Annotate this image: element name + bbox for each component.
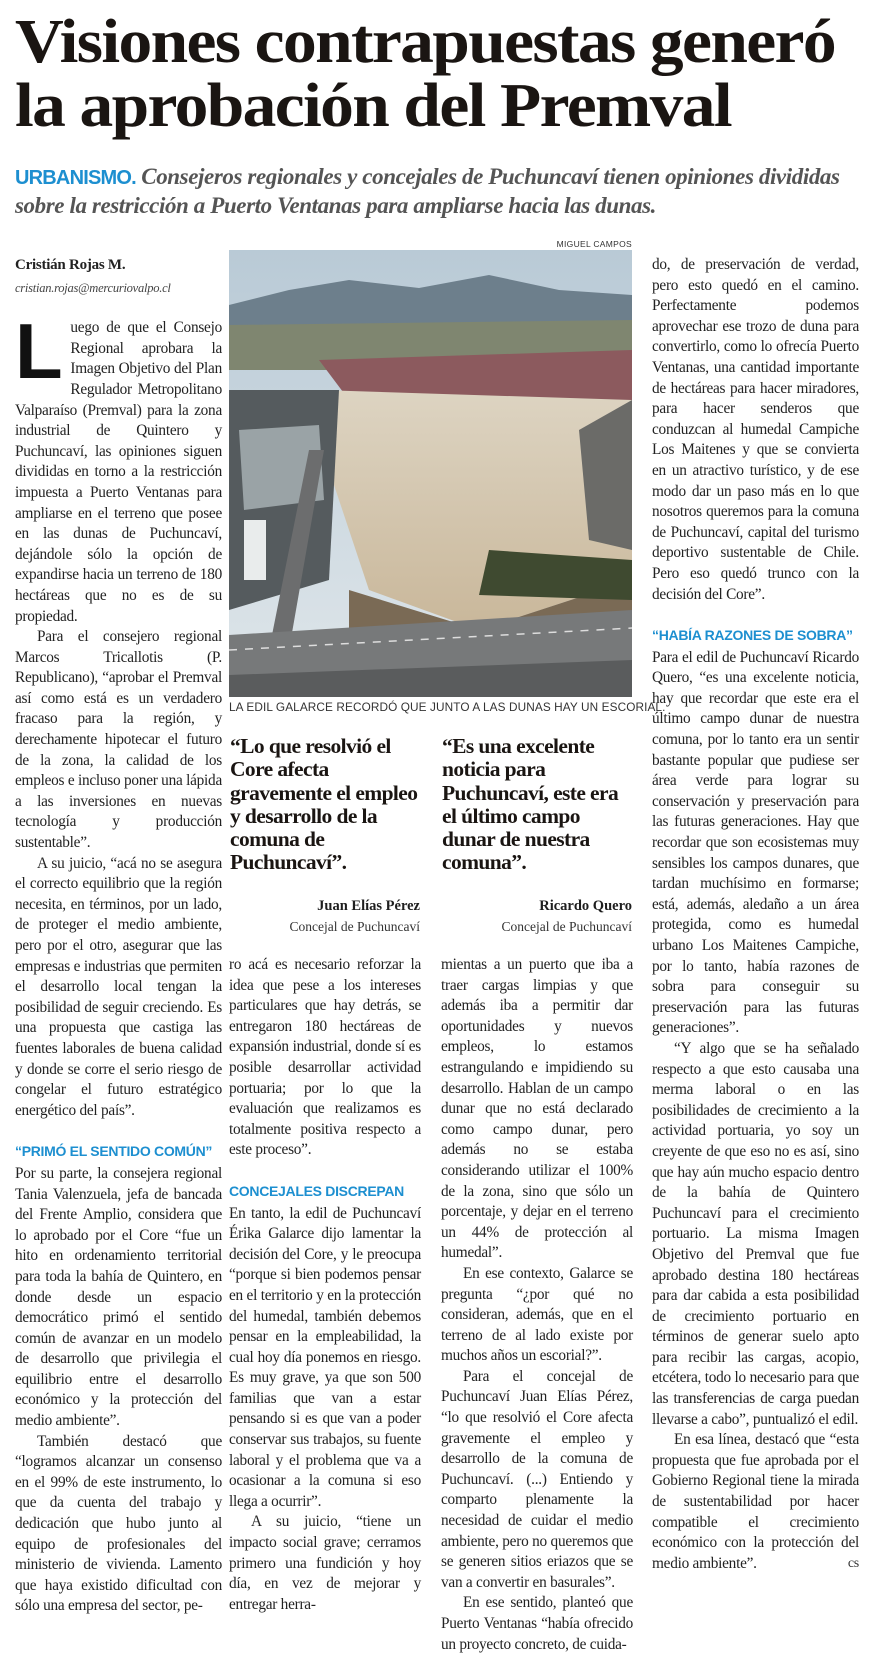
paragraph: En ese contexto, Galarce se pregunta “¿por qué no consideran, además, que en el terreno de al lado existe por muchos años un escorial?”. — [441, 1264, 633, 1365]
deck-text: Consejeros regionales y concejales de Puchuncaví tienen opiniones divididas sobre la restricción a Puerto Ventanas para ampliarse hacia las dunas. — [15, 164, 840, 218]
paragraph: Para el consejero regional Marcos Tricallotis (P. Republicano), “aprobar el Premval así como está es un verdadero fracaso para la región, y derechamente hipotecar el futuro de la zona, la calidad de los empleos e incluso poner una lápida a las inversiones en nuevas tecnología y producción sustentable”. — [15, 628, 222, 852]
paragraph: ro acá es necesario reforzar la idea que pese a los intereses particulares que hay detrás, se entregaron 180 hectáreas de expansión industrial, donde sí es posible desarrollar actividad portuaria; por lo que la evaluación que realizamos es totalmente positiva respecto a este proceso”. — [229, 956, 421, 1159]
article-photo — [229, 250, 632, 697]
author-name: Cristián Rojas M. — [15, 257, 126, 273]
paragraph: mientas a un puerto que iba a traer cargas limpias y que además iba a permitir dar oportunidades y nuevos empleos, lo estamos estrangulando e impidiendo su desarrollo. Hablan de un campo dunar que no está declarado como campo dunar, pero además no se estaba considerando utilizar el 100% de la zona, sino que sólo un porcentaje, y dejar en el terreno un 44% de protección al humedal”. — [441, 956, 633, 1262]
end-mark-icon: cs — [847, 1555, 859, 1571]
paragraph: A su juicio, “tiene un impacto social grave; cerramos primero una fundición y hoy día, en vez de mejorar y entregar herra- — [229, 1513, 421, 1613]
paragraph — [652, 1430, 859, 1574]
column-2 — [229, 955, 421, 1615]
column-3 — [441, 955, 633, 1655]
paragraph: do, de preservación de verdad, pero esto quedó en el camino. Perfectamente podemos aprovechar ese trozo de duna para convertirlo, como lo ofrecía Puerto Ventanas, una cantidad importante de hectáreas para hacer miradores, para hacer senderos que conduzcan al humedal Campiche Los Maitenes y que se convierta en un atractivo turístico, y de ese modo dar un paso más en lo que nosotros queremos para la comuna de Puchuncaví, capital del turismo deportivo sustentable de Chile. Pero eso quedó trunco con la decisión del Core”. — [652, 256, 859, 603]
paragraph: Para el edil de Puchuncaví Ricardo Quero, “es una excelente noticia, hay que recordar que este era el último campo dunar de nuestra comuna, por lo tanto era un sentir bastante popular que pudiese ser área verde para lograr su conservación y preservación para las futuras generaciones. Hay que recordar que son ecosistemas muy sensibles los campos dunares, que tardan muchísimo en formarse; está, además, aledaño a un área protegida, como es humedal urbano Los Maitenes Campiche, por lo tanto, había razones de sobra para conseguir su preservación para las futuras generaciones”. — [652, 648, 859, 1037]
lead-text: uego de que el Consejo Regional aprobara la Imagen Objetivo del Plan Regulador Metropolitano Valparaíso (Premval) para la zona industrial de Quintero y Puchuncaví, las opiniones siguen divididas en torno a la restricción impuesta a Puerto Ventanas para ampliarse en el terreno que posee en las dunas de Puchuncaví, dejándole sólo la opción de expandirse hacia un terreno de 180 hectáreas que no es de su propiedad. — [15, 319, 222, 625]
drop-cap: L — [15, 307, 63, 396]
pull-quote-2: “Es una excelente noticia para Puchuncaví, este era el último campo dunar de nuestra comuna”. — [442, 734, 619, 875]
paragraph: En tanto, la edil de Puchuncaví Érika Galarce dijo lamentar la decisión del Core, y le preocupa “porque si bien podemos pensar en el territorio y en la protección del humedal, también debemos pensar en la empleabilidad, la cual hoy día ponemos en riesgo. Es muy grave, ya que son 500 familias que van a estar pensando si es que van a poder conservar sus trabajos, su fuente laboral y el problema que va a ocasionar a la comuna si eso llega a ocurrir”. — [229, 1204, 421, 1510]
section-kicker: URBANISMO. — [15, 167, 136, 189]
subhead: “HABÍA RAZONES DE SOBRA” — [652, 627, 853, 644]
paragraph: También destacó que “logramos alcanzar un consenso en el 99% de este instrumento, lo que da cuenta del trabajo y dedicación que hubo junto al equipo de profesionales del ministerio de vivienda. Lamento que haya existido dificultad con sólo una empresa del sector, pe- — [15, 1432, 222, 1615]
headline — [15, 10, 865, 138]
pull-quote-1: “Lo que resolvió el Core afecta gravemente el empleo y desarrollo de la comuna de Puchuncaví”. — [230, 734, 418, 875]
paragraph: “Y algo que se ha señalado respecto a que esto causaba una merma laboral o en las posibilidades de crecimiento a la actividad portuaria, yo soy un creyente de que eso no es así, sino que hay aún mucho espacio dentro de la bahía de Quintero Puchuncaví para el crecimiento portuario. La misma Imagen Objetivo del Premval que fue aprobado destina 180 hectáreas para dar cabida a esta posibilidad de crecimiento portuario en términos de generar suelo apto para recibir las cargas, acopio, etcétera, todo lo necesario para que las transferencias de carga puedan llevarse a cabo”, puntualizó el edil. — [652, 1039, 859, 1428]
deck — [15, 163, 865, 220]
aerial-dunes-image — [229, 250, 632, 697]
lead-paragraph — [15, 307, 222, 627]
pull-quote-2-name: Ricardo Quero — [539, 898, 632, 914]
column-4 — [652, 255, 859, 1574]
column-1 — [15, 255, 222, 1617]
photo-caption: LA EDIL GALARCE RECORDÓ QUE JUNTO A LAS DUNAS HAY UN ESCORIAL. — [229, 700, 666, 714]
pull-quote-1-role: Concejal de Puchuncaví — [289, 919, 420, 934]
pull-quote-1-name: Juan Elías Pérez — [317, 898, 420, 914]
headline-line-1: Visiones contrapuestas generó — [15, 8, 835, 76]
headline-line-2: la aprobación del Premval — [15, 72, 731, 140]
paragraph: En ese sentido, planteó que Puerto Ventanas “había ofrecido un proyecto concreto, de cuida- — [441, 1594, 633, 1653]
author-email[interactable]: cristian.rojas@mercuriovalpo.cl — [15, 280, 171, 295]
subhead: “PRIMÓ EL SENTIDO COMÚN” — [15, 1143, 213, 1160]
subhead: CONCEJALES DISCREPAN — [229, 1182, 404, 1199]
paragraph: A su juicio, “acá no se asegura el correcto equilibrio que la región necesita, en términos, por un lado, de proteger el medio ambiente, pero por el otro, asegurar que las empresas e industrias que permiten el desarrollo local tengan la posibilidad de seguir creciendo. Es una propuesta que castiga las fuentes laborales de buena calidad y donde se corre el serio riesgo de congelar el futuro estratégico energético del país”. — [15, 854, 222, 1119]
paragraph: Por su parte, la consejera regional Tania Valenzuela, jefa de bancada del Frente Amplio, considera que lo aprobado por el Core “fue un hito en ordenamiento territorial para toda la bahía de Quintero, en donde desde un espacio democrático primó el sentido común de avanzar en un modelo de desarrollo que privilegia el equilibrio entre el desarrollo económico y la protección del medio ambiente”. — [15, 1164, 222, 1430]
paragraph-text: En esa línea, destacó que “esta propuesta que fue aprobada por el Gobierno Regional tiene la mirada de sustentabilidad por hacer compatible el crecimiento económico con la protección del medio ambiente”. — [652, 1431, 859, 1572]
paragraph: Para el concejal de Puchuncaví Juan Elías Pérez, “lo que resolvió el Core afecta gravemente el empleo y desarrollo de la comuna de Puchuncaví. (...) Entiendo y comparto plenamente la necesidad de cuidar el medio ambiente, pero no queremos que se generen sitios eriazos que se van a convertir en basurales”. — [441, 1367, 633, 1591]
pull-quote-2-role: Concejal de Puchuncaví — [501, 919, 632, 934]
photo-credit: MIGUEL CAMPOS — [556, 239, 632, 249]
